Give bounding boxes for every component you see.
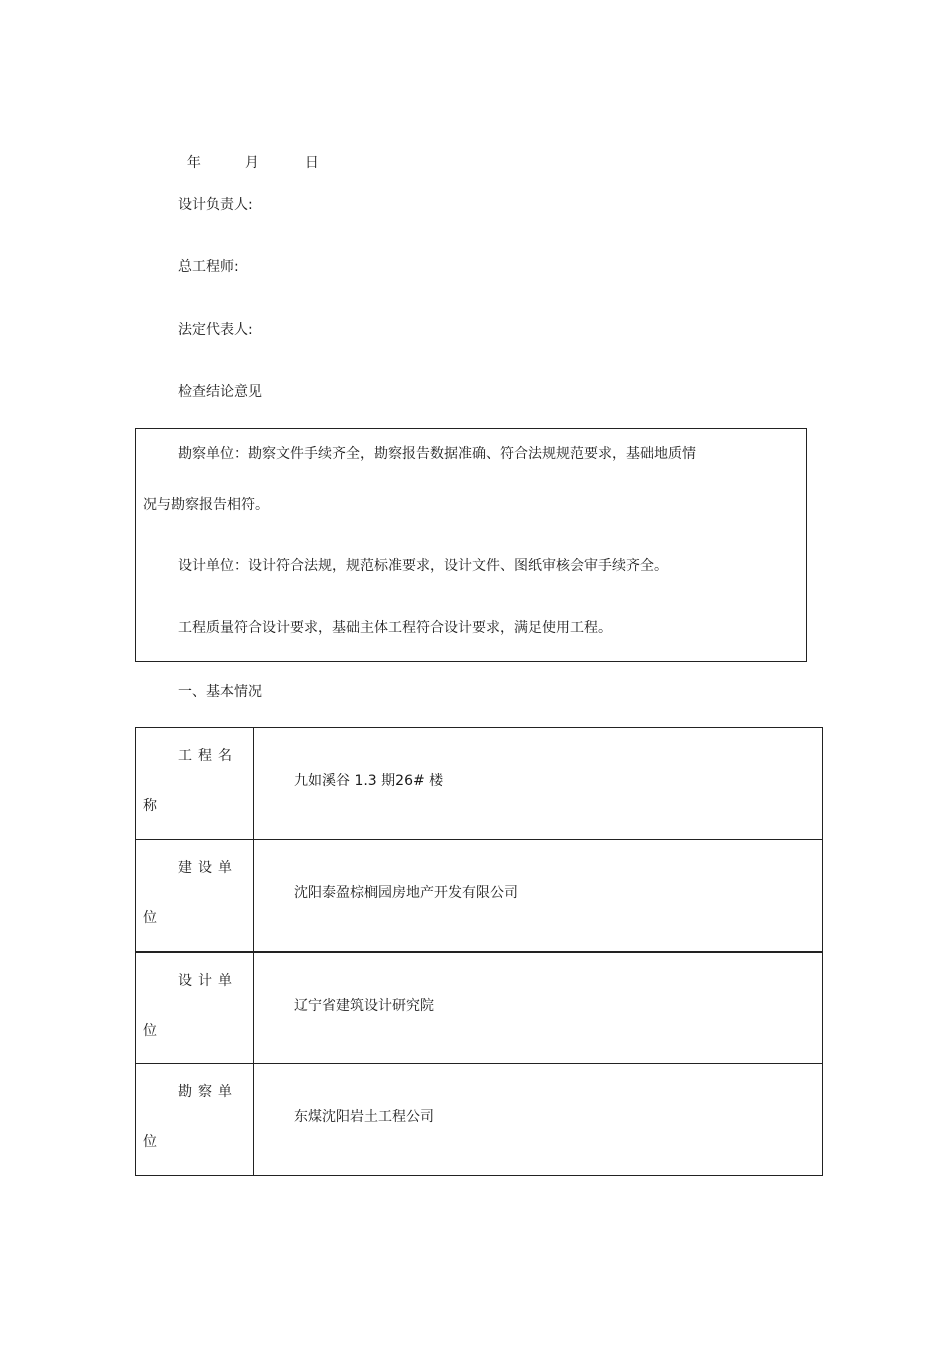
survey-unit-value: 东煤沈阳岩土工程公司: [294, 1109, 434, 1125]
design-unit-value: 辽宁省建筑设计研究院: [294, 997, 434, 1014]
table-row: [136, 952, 823, 1064]
label-part1: 工程名: [178, 748, 238, 764]
year-label: 年: [186, 155, 201, 171]
row-label: [136, 952, 254, 1064]
basic-info-table: [135, 727, 823, 1176]
quality-opinion: 工程质量符合设计要求，基础主体工程符合设计要求，满足使用工程。: [178, 620, 612, 636]
label-part1: 设计单: [178, 972, 238, 989]
date-line: [178, 133, 319, 173]
table-row: [136, 840, 823, 952]
survey-opinion-line1: 勘察单位：勘察文件手续齐全，勘察报告数据准确、符合法规规范要求，基础地质情: [178, 446, 696, 462]
row-value: [254, 840, 823, 952]
label-part2: 位: [143, 910, 157, 926]
label-part2: 位: [143, 1134, 157, 1150]
design-opinion: 设计单位：设计符合法规，规范标准要求，设计文件、图纸审核会审手续齐全。: [178, 558, 668, 574]
day-label: 日: [304, 155, 319, 171]
conclusion-title: 检查结论意见: [178, 384, 262, 400]
design-lead-signature: 设计负责人:: [178, 197, 253, 213]
label-part2: 位: [143, 1022, 157, 1039]
project-name-value: 九如溪谷 1.3 期26# 楼: [294, 773, 444, 789]
row-label: [136, 1064, 254, 1176]
conclusion-box: [135, 428, 807, 662]
survey-opinion-line2: 况与勘察报告相符。: [143, 497, 269, 513]
table-row: [136, 728, 823, 840]
table-row: [136, 1064, 823, 1176]
legal-rep-signature: 法定代表人:: [178, 322, 253, 338]
section-title: 一、基本情况: [178, 684, 262, 700]
row-label: [136, 840, 254, 952]
chief-engineer-signature: 总工程师:: [178, 259, 239, 275]
month-label: 月: [244, 155, 259, 171]
row-value: [254, 1064, 823, 1176]
label-part1: 建设单: [178, 860, 238, 876]
row-label: [136, 728, 254, 840]
row-value: [254, 728, 823, 840]
label-part1: 勘察单: [178, 1084, 238, 1100]
construction-unit-value: 沈阳泰盈棕榈园房地产开发有限公司: [294, 885, 518, 901]
row-value: [254, 952, 823, 1064]
label-part2: 称: [143, 798, 157, 814]
